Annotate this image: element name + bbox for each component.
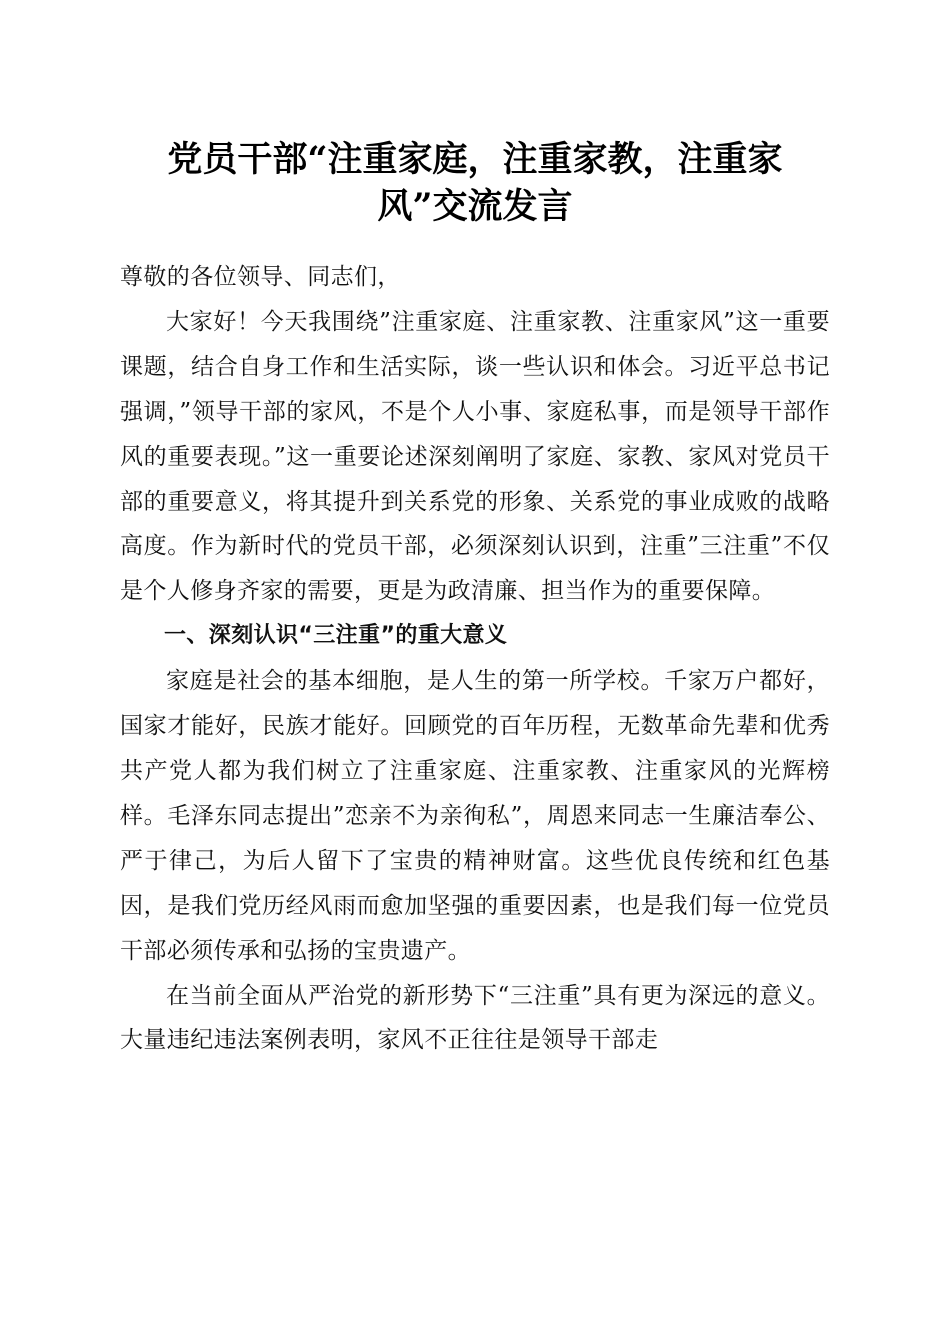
document-title-line-1: 党员干部“注重家庭，注重家教，注重家 xyxy=(167,139,783,180)
paragraph-significance: 家庭是社会的基本细胞，是人生的第一所学校。千家万户都好，国家才能好，民族才能好。回顾党的百年历程，无数革命先辈和优秀共产党人都为我们树立了注重家庭、注重家教、注重家风的光辉榜样。毛泽东同志提出”恋亲不为亲徇私”，周恩来同志一生廉洁奉公、严于律己，为后人留下了宝贵的精神财富。这些优良传统和红色基因，是我们党历经风雨而愈加坚强的重要因素，也是我们每一位党员干部必须传承和弘扬的宝贵遗产。 xyxy=(120,668,830,964)
document-body xyxy=(120,255,830,1063)
paragraph-current-situation: 在当前全面从严治党的新形势下“三注重”具有更为深远的意义。大量违纪违法案例表明，家风不正往往是领导干部走 xyxy=(120,982,830,1054)
section-heading-1: 一、深刻认识“三注重”的重大意义 xyxy=(164,623,508,649)
document-title-line-2: 风”交流发言 xyxy=(377,186,573,227)
salutation: 尊敬的各位领导、同志们， xyxy=(120,264,401,290)
paragraph-intro: 大家好！今天我围绕”注重家庭、注重家教、注重家风”这一重要课题，结合自身工作和生活实际，谈一些认识和体会。习近平总书记强调，”领导干部的家风，不是个人小事、家庭私事，而是领导干部作风的重要表现。”这一重要论述深刻阐明了家庭、家教、家风对党员干部的重要意义，将其提升到关系党的形象、关系党的事业成败的战略高度。作为新时代的党员干部，必须深刻认识到，注重”三注重”不仅是个人修身齐家的需要，更是为政清廉、担当作为的重要保障。 xyxy=(120,308,830,605)
